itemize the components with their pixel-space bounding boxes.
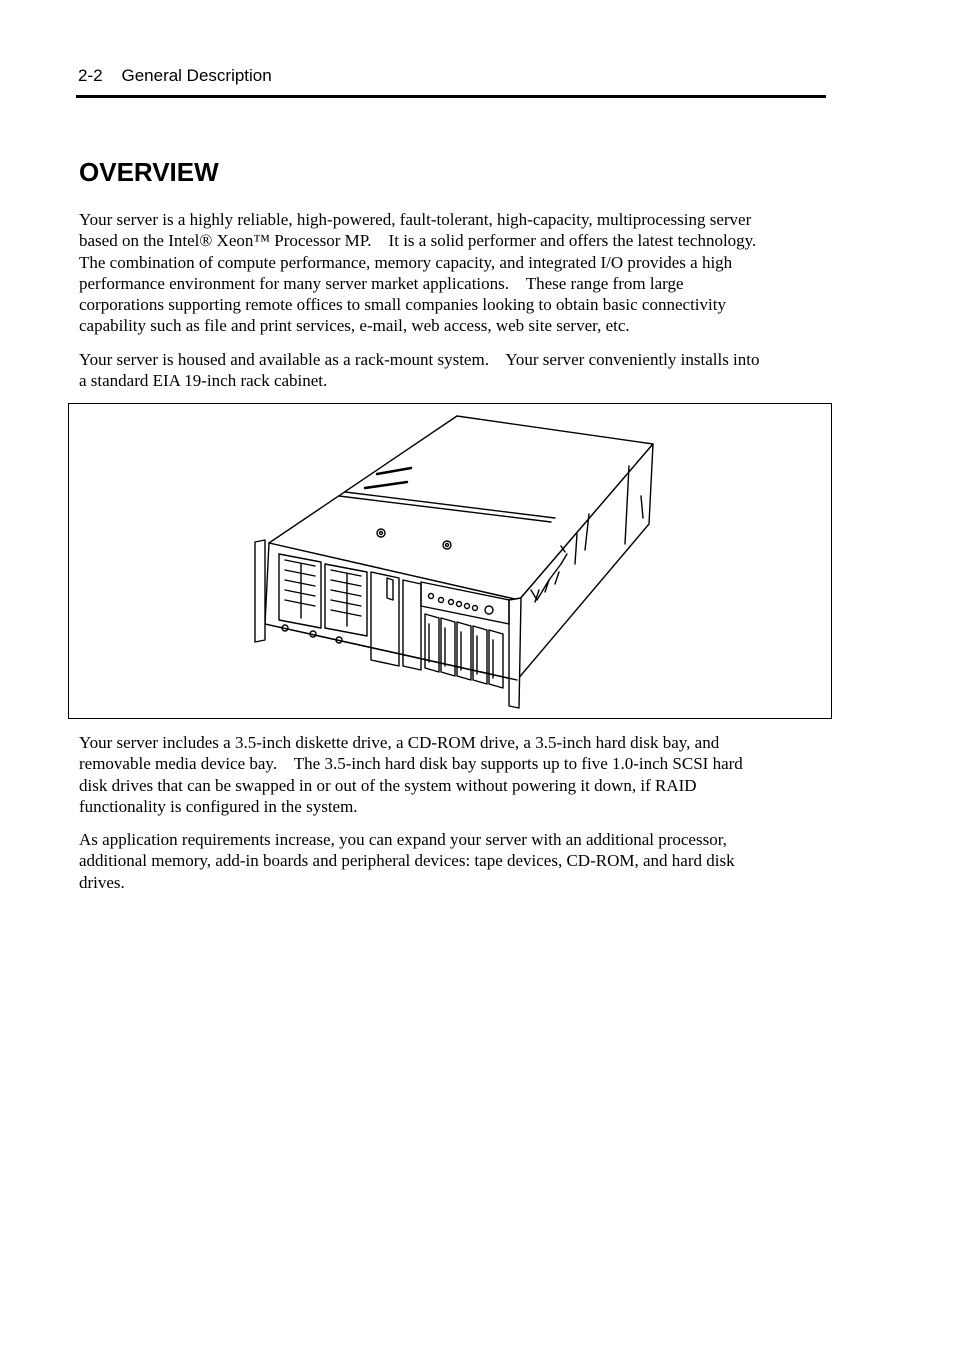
text-line: additional memory, add-in boards and peripheral devices: tape devices, CD-ROM, and hard disk bbox=[79, 851, 735, 871]
text-line: performance environment for many server market applications. These range from large bbox=[79, 273, 684, 293]
running-header bbox=[78, 64, 272, 88]
server-drawing bbox=[69, 404, 833, 720]
section-title: General Description bbox=[121, 66, 272, 85]
paragraph-intro bbox=[79, 209, 839, 337]
text-line: a standard EIA 19-inch rack cabinet. bbox=[79, 371, 328, 391]
text-line: As application requirements increase, you can expand your server with an additional processor, bbox=[79, 830, 727, 849]
server-illustration bbox=[68, 403, 832, 719]
text-line: Your server is a highly reliable, high-powered, fault-tolerant, high-capacity, multiprocessing server bbox=[79, 210, 752, 229]
text-line: capability such as file and print services, e-mail, web access, web site server, etc. bbox=[79, 316, 630, 336]
text-line: functionality is configured in the system. bbox=[79, 796, 358, 816]
paragraph-expansion bbox=[79, 829, 839, 893]
text-line: Your server is housed and available as a rack-mount system. Your server conveniently installs into bbox=[79, 350, 760, 369]
text-line: based on the Intel® Xeon™ Processor MP. It is a solid performer and offers the latest technology. bbox=[79, 231, 757, 251]
page-number: 2-2 bbox=[78, 66, 103, 85]
paragraph-drives bbox=[79, 732, 839, 817]
page-title: OVERVIEW bbox=[79, 157, 219, 187]
text-line: drives. bbox=[79, 872, 125, 892]
text-line: corporations supporting remote offices to small companies looking to obtain basic connectivity bbox=[79, 295, 726, 315]
paragraph-rack-mount bbox=[79, 349, 839, 392]
text-line: Your server includes a 3.5-inch diskette drive, a CD-ROM drive, a 3.5-inch hard disk bay, and bbox=[79, 733, 720, 752]
text-line: removable media device bay. The 3.5-inch hard disk bay supports up to five 1.0-inch SCSI hard bbox=[79, 754, 743, 774]
header-rule bbox=[76, 95, 826, 98]
text-line: The combination of compute performance, memory capacity, and integrated I/O provides a high bbox=[79, 252, 733, 272]
text-line: disk drives that can be swapped in or out of the system without powering it down, if RAID bbox=[79, 775, 697, 795]
